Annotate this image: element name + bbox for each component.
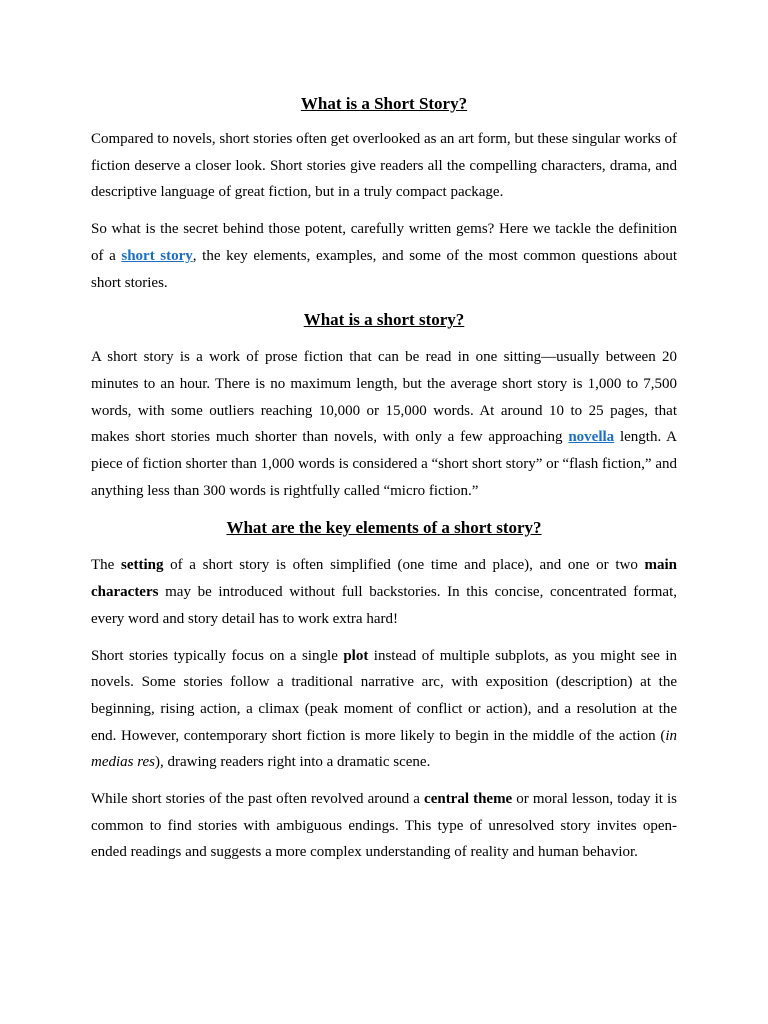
- intro-paragraph-1: Compared to novels, short stories often get overlooked as an art form, but these singular works of fiction deserve a closer look. Short stories give readers all the compelling characters, drama, and descriptive language of great fiction, but in a truly compact package.: [91, 131, 677, 201]
- elements-p2-text-a: Short stories typically focus on a single: [91, 647, 344, 664]
- term-setting: setting: [120, 557, 164, 574]
- elements-p2-text-c: instead of multiple subplots, as you might see in novels. Some stories follow a traditional narrative arc, with exposition (description) at the beginning, rising action, a climax (peak moment of conflict or action), and a resolution at the end. However, contemporary short fiction is more likely to begin in the middle of the action (: [91, 647, 677, 744]
- elements-paragraph-1: [91, 552, 677, 632]
- heading-definition: What is a short story?: [303, 310, 465, 330]
- short-story-link[interactable]: short story: [121, 247, 193, 264]
- elements-p2-text-d: ), drawing readers right into a dramatic scene.: [155, 754, 431, 771]
- elements-p1-text-c: of a short story is often simplified (one time and place), and one or two: [163, 557, 645, 574]
- definition-text-a: A short story is a work of prose fiction that can be read in one sitting—usually between 20 minutes to an hour. There is no maximum length, but the average short story is 1,000 to 7,500 words, with some outliers reaching 10,000 or 15,000 words. At around 10 to 25 pages, that makes short stories much shorter than novels, with only a few approaching: [91, 349, 677, 446]
- elements-p3-text-a: While short stories of the past often revolved around a: [91, 791, 425, 808]
- term-in-medias-res: in medias res: [91, 727, 677, 771]
- elements-p1-text-d: may be introduced without full backstories. In this concise, concentrated format, every word and story detail has to work extra hard!: [91, 584, 677, 627]
- heading-key-elements: What are the key elements of a short story?: [226, 518, 542, 538]
- term-central-theme: central theme: [424, 791, 513, 808]
- definition-paragraph: [91, 344, 677, 504]
- definition-text-b: length. A piece of fiction shorter than 1,000 words is considered a “short short story” or “flash fiction,” and anything less than 300 words is rightfully called “micro fiction.”: [91, 429, 678, 499]
- elements-paragraph-2: [91, 643, 677, 777]
- document-title: What is a Short Story?: [300, 94, 468, 113]
- intro-p2-text-a: So what is the secret behind those potent, carefully written gems? Here we tackle the definition of a: [91, 221, 677, 264]
- elements-p3-text-c: or moral lesson, today it is common to find stories with ambiguous endings. This type of unresolved story invites open-ended readings and suggests a more complex understanding of reality and human behavior.: [91, 791, 678, 861]
- intro-paragraph-2: [91, 216, 677, 296]
- term-main-characters: main characters: [91, 557, 677, 601]
- intro-p2-text-b: , the key elements, examples, and some of the most common questions about short stories.: [91, 247, 677, 291]
- elements-paragraph-3: [91, 786, 677, 866]
- term-plot: plot: [343, 647, 369, 664]
- novella-link[interactable]: novella: [568, 429, 615, 446]
- elements-p1-text-a: The: [91, 557, 121, 574]
